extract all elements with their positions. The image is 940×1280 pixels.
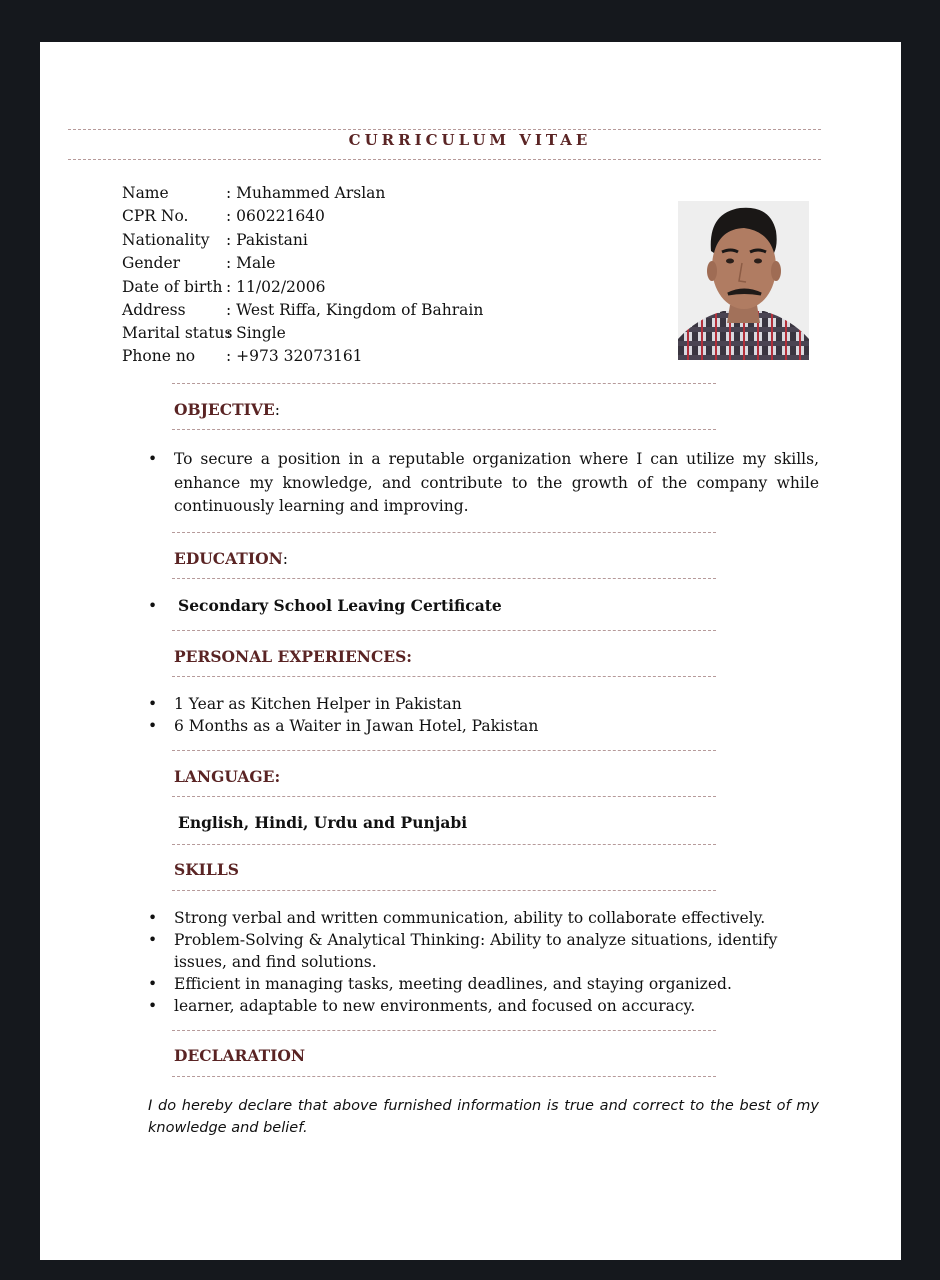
skill-text: Problem-Solving & Analytical Thinking: Ability to analyze situations, identify issues, and find solutions. (174, 931, 778, 971)
info-row-name (122, 183, 385, 203)
section-heading-experience: PERSONAL EXPERIENCES: (174, 647, 413, 666)
info-value: : +973 32073161 (226, 347, 363, 365)
divider (172, 890, 716, 891)
divider (172, 750, 716, 751)
bullet-icon: • (148, 450, 158, 468)
section-heading-skills: SKILLS (174, 860, 239, 879)
info-row-gender (122, 253, 275, 273)
info-label: CPR No. (122, 207, 189, 225)
divider (172, 1076, 716, 1077)
skill-text: Strong verbal and written communication, ability to collaborate effectively. (174, 909, 766, 927)
experience-text: 1 Year as Kitchen Helper in Pakistan (174, 695, 462, 713)
divider (172, 532, 716, 533)
info-value: : Muhammed Arslan (226, 184, 386, 202)
info-row-address (122, 300, 483, 320)
info-label: Name (122, 184, 169, 202)
portrait-image (678, 201, 809, 360)
info-label: Gender (122, 254, 181, 272)
profile-photo (678, 201, 809, 360)
section-heading-declaration: DECLARATION (174, 1046, 306, 1065)
info-label: Date of birth (122, 278, 223, 296)
info-value: : Single (226, 324, 286, 342)
divider (172, 676, 716, 677)
heading-colon: : (282, 550, 288, 568)
section-heading-objective (174, 400, 280, 419)
info-row-dob (122, 277, 326, 297)
divider (68, 159, 821, 160)
objective-text: To secure a position in a reputable organization where I can utilize my skills, enhance my knowledge, and contribute to the growth of the company while continuously learning and improving. (174, 450, 819, 515)
info-value: : 060221640 (226, 207, 325, 225)
skill-text: Efficient in managing tasks, meeting deadlines, and staying organized. (174, 975, 732, 993)
section-heading-education (174, 549, 288, 568)
divider (68, 129, 821, 130)
bullet-icon: • (148, 909, 158, 927)
language-text: English, Hindi, Urdu and Punjabi (178, 813, 468, 832)
info-label: Address (122, 301, 186, 319)
skill-text: learner, adaptable to new environments, and focused on accuracy. (174, 997, 696, 1015)
info-row-nationality (122, 230, 308, 250)
divider (172, 1030, 716, 1031)
divider (172, 796, 716, 797)
bullet-icon: • (148, 975, 158, 993)
info-row-cpr (122, 206, 325, 226)
divider (172, 844, 716, 845)
info-row-phone (122, 346, 363, 366)
education-item: Secondary School Leaving Certificate (178, 596, 502, 615)
bullet-icon: • (148, 931, 158, 949)
info-label: Marital status (122, 324, 233, 342)
bullet-icon: • (148, 597, 158, 615)
declaration-text: I do hereby declare that above furnished information is true and correct to the best of my knowledge and belief. (148, 1098, 819, 1136)
divider (172, 429, 716, 430)
divider (172, 630, 716, 631)
heading-text: EDUCATION (174, 549, 283, 568)
document-title: CURRICULUM VITAE (348, 131, 592, 149)
info-value: : Pakistani (226, 231, 308, 249)
info-label: Phone no (122, 347, 196, 365)
bullet-icon: • (148, 695, 158, 713)
info-row-marital (122, 323, 286, 343)
heading-colon: : (274, 401, 280, 419)
divider (172, 383, 716, 384)
info-value: : 11/02/2006 (226, 278, 326, 296)
bullet-icon: • (148, 717, 158, 735)
info-label: Nationality (122, 231, 210, 249)
info-value: : Male (226, 254, 276, 272)
info-value: : West Riffa, Kingdom of Bahrain (226, 301, 484, 319)
heading-text: OBJECTIVE (174, 400, 275, 419)
divider (172, 578, 716, 579)
section-heading-language: LANGUAGE: (174, 767, 281, 786)
bullet-icon: • (148, 997, 158, 1015)
experience-text: 6 Months as a Waiter in Jawan Hotel, Pakistan (174, 717, 539, 735)
